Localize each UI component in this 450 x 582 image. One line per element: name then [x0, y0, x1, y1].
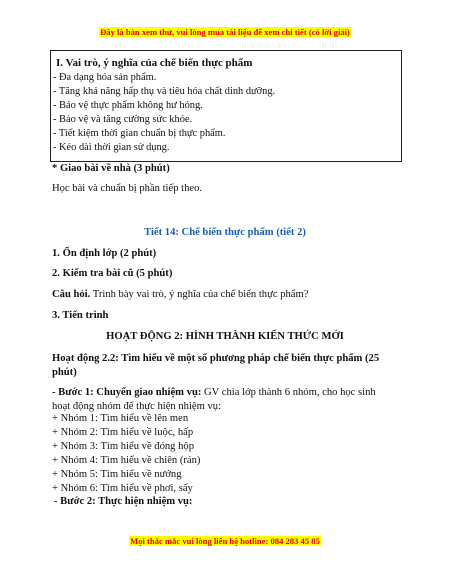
box-line: - Tiết kiệm thời gian chuẩn bị thực phẩm. [53, 128, 226, 139]
group-item: + Nhóm 2: Tìm hiểu về luộc, hấp [52, 427, 194, 438]
lesson-title: Tiết 14: Chế biến thực phẩm (tiết 2) [144, 227, 306, 238]
step-1 [52, 386, 387, 414]
footer-banner [0, 536, 450, 546]
group-item: + Nhóm 1: Tìm hiểu về lên men [52, 413, 189, 424]
header-banner [0, 27, 450, 37]
box-line: - Bảo vệ thực phẩm không hư hỏng. [53, 100, 203, 111]
group-item: + Nhóm 3: Tìm hiểu về đóng hộp [52, 441, 195, 452]
header-banner-text: Đây là bản xem thử, vui lòng mua tài liệu để xem chi tiết (có lời giải) [100, 27, 350, 37]
summary-box [50, 50, 402, 162]
box-line: - Kéo dài thời gian sử dụng. [53, 142, 170, 153]
activity-subheading: Hoạt động 2.2: Tìm hiểu về một số phương pháp chế biến thực phẩm (25 phút) [52, 353, 380, 378]
group-item: + Nhóm 5: Tìm hiểu về nướng [52, 469, 182, 480]
box-line: - Tăng khả năng hấp thụ và tiêu hóa chất dinh dưỡng. [53, 86, 276, 97]
activity-heading: HOẠT ĐỘNG 2: HÌNH THÀNH KIẾN THỨC MỚI [106, 331, 344, 342]
homework-heading: * Giao bài về nhà (3 phút) [52, 163, 170, 174]
group-item: + Nhóm 6: Tìm hiểu về phơi, sấy [52, 483, 193, 494]
question [52, 289, 308, 300]
step-2-heading: - Bước 2: Thực hiện nhiệm vụ: [54, 496, 193, 507]
section-2-heading: 2. Kiểm tra bài cũ (5 phút) [52, 268, 173, 279]
box-line: - Đa dạng hóa sản phẩm. [53, 72, 157, 83]
footer-banner-text: Mọi thắc mắc vui lòng liên hệ hotline: 084 283 45 85 [130, 536, 320, 546]
box-line: - Bảo vệ và tăng cường sức khỏe. [53, 114, 193, 125]
homework-text: Học bài và chuẩn bị phần tiếp theo. [52, 183, 203, 194]
section-1-heading: 1. Ổn định lớp (2 phút) [52, 248, 157, 259]
group-item: + Nhóm 4: Tìm hiểu về chiên (rán) [52, 455, 201, 466]
question-text: Trình bày vai trò, ý nghĩa của chế biến thực phẩm? [90, 289, 309, 300]
step-1-label: - Bước 1: Chuyển giao nhiệm vụ: [52, 387, 202, 398]
step-1-text: GV chia lớp thành 6 nhóm, cho học sinh hoạt động nhóm để thực hiện nhiệm vụ: [52, 387, 376, 412]
section-3-heading: 3. Tiến trình [52, 310, 109, 321]
question-label: Câu hỏi. [52, 289, 91, 300]
box-title: I. Vai trò, ý nghĩa của chế biến thực phẩm [56, 57, 253, 69]
